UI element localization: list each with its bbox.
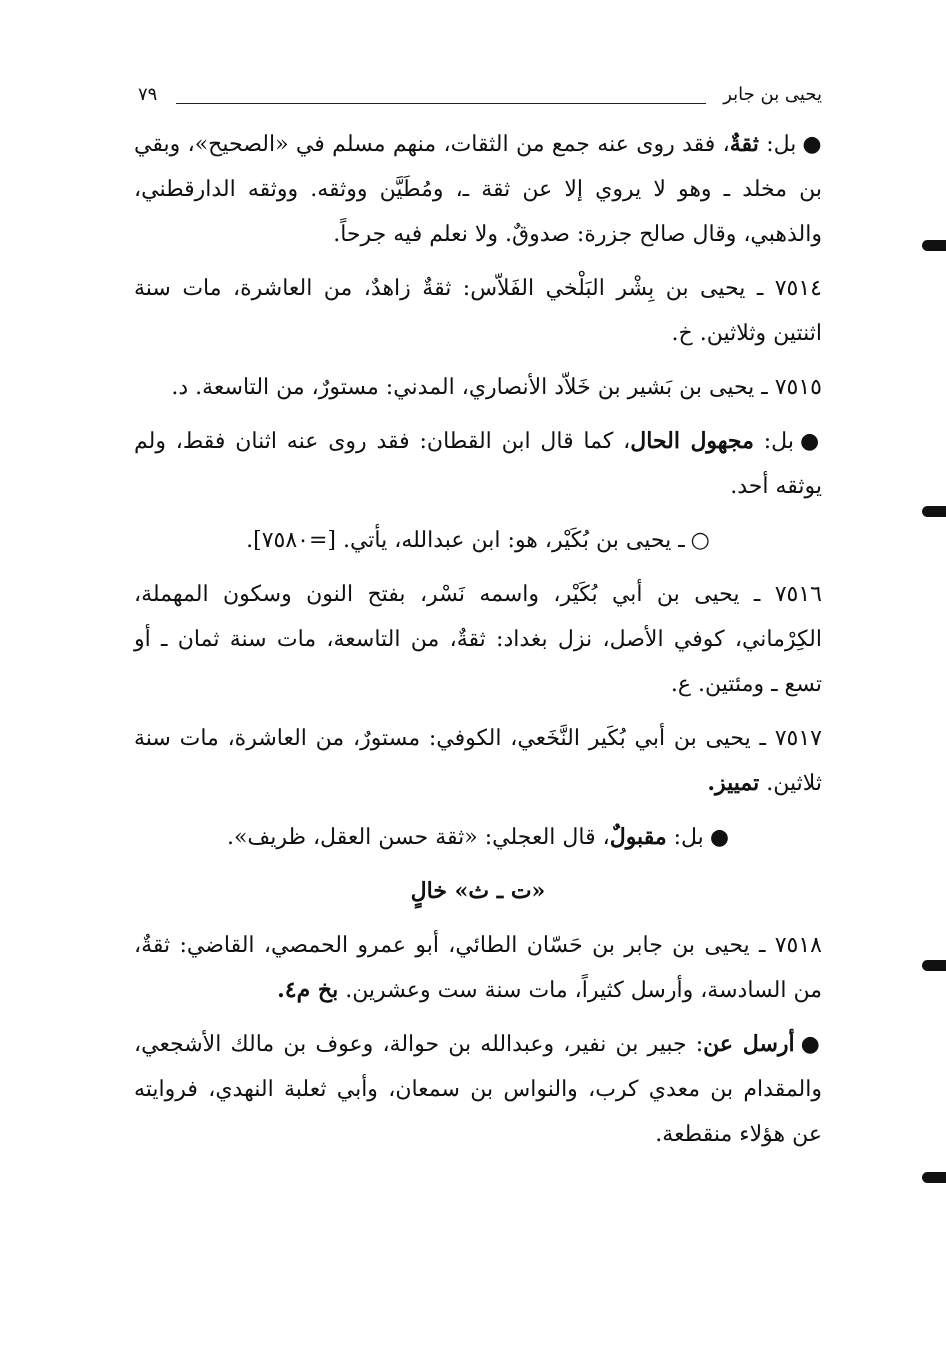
paragraph-bold: مقبولٌ	[609, 824, 667, 850]
section-heading: «ت ـ ث» خالٍ	[410, 878, 546, 904]
paragraph-text: ٧٥١٨ ـ يحيى بن جابر بن حَسّان الطائي، أبو عمرو الحمصي، القاضي: ثقةٌ، من السادسة، وأرسل كثيراً، مات سنة ست وعشرين.	[134, 933, 822, 1003]
filled-bullet-icon: ●	[709, 824, 730, 850]
paragraph-bold: أرسل عن	[703, 1031, 795, 1057]
edge-thumb-mark	[922, 240, 946, 251]
edge-thumb-mark	[922, 1172, 946, 1183]
paragraph-bold: ثقةٌ	[729, 131, 759, 157]
header-rule	[176, 103, 706, 104]
paragraph-bold-suffix: بخ م٤.	[277, 977, 339, 1003]
entry-7516	[134, 572, 822, 707]
paragraph-text: ٧٥١٤ ـ يحيى بن بِشْر البَلْخي الفَلاّس: ثقةٌ زاهدٌ، من العاشرة، مات سنة اثنتين وثلاثين. خ.	[134, 276, 822, 346]
paragraph-text: ٧٥١٧ ـ يحيى بن أبي بُكَير النَّخَعي، الكوفي: مستورٌ، من العاشرة، مات سنة ثلاثين.	[134, 726, 822, 796]
paragraph-prefix: بل:	[758, 132, 797, 157]
paragraph-8	[134, 815, 822, 860]
page-number: ٧٩	[138, 84, 158, 105]
edge-thumb-mark	[922, 960, 946, 971]
cross-reference	[134, 518, 822, 563]
paragraph-text: ، فقد روى عنه جمع من الثقات، منهم مسلم في «الصحيح»، وبقي بن مخلد ـ وهو لا يروي إلا عن ثقة ـ، ومُطَيَّن ووثقه. ووثقه الدارقطني، والذهبي، وقال صالح جزرة: صدوقٌ. ولا نعلم فيه جرحاً.	[134, 132, 822, 247]
filled-bullet-icon: ●	[799, 428, 822, 454]
page-body	[134, 122, 822, 1166]
entry-7517	[134, 716, 822, 806]
paragraph-text: ، كما قال ابن القطان: فقد روى عنه اثنان فقط، ولم يوثقه أحد.	[134, 429, 822, 499]
paragraph-text: ٧٥١٥ ـ يحيى بن بَشير بن خَلاّد الأنصاري، المدني: مستورٌ، من التاسعة. د.	[171, 375, 822, 400]
hollow-bullet-icon: ○	[690, 528, 710, 553]
paragraph-bold-suffix: تمييز.	[707, 770, 760, 796]
paragraph-text: : جبير بن نفير، وعبدالله بن حوالة، وعوف بن مالك الأشجعي، والمقدام بن معدي كرب، والنواس بن سمعان، وأبي ثعلبة النهدي، فروايته عن هؤلاء منقطعة.	[134, 1032, 822, 1147]
entry-7518	[134, 923, 822, 1013]
paragraph-4	[134, 419, 822, 509]
paragraph-prefix: بل:	[753, 429, 794, 454]
running-title: يحيى بن جابر	[723, 84, 822, 105]
paragraph-text: ٧٥١٦ ـ يحيى بن أبي بُكَيْر، واسمه نَسْر، بفتح النون وسكون المهملة، الكِرْماني، كوفي الأصل، نزل بغداد: ثقةٌ، من التاسعة، مات سنة ثمان ـ أو تسع ـ ومئتين. ع.	[134, 582, 822, 697]
filled-bullet-icon: ●	[800, 1031, 822, 1057]
paragraph-11	[134, 1022, 822, 1157]
filled-bullet-icon: ●	[802, 131, 822, 157]
paragraph-bold: مجهول الحال	[630, 428, 754, 454]
entry-7514	[134, 266, 822, 356]
entry-7515	[134, 365, 822, 410]
paragraph-text: ، قال العجلي: «ثقة حسن العقل، ظريف».	[226, 825, 610, 850]
paragraph-prefix: بل:	[666, 825, 704, 850]
page-header	[138, 84, 822, 114]
paragraph-1	[134, 122, 822, 257]
paragraph-text: ـ يحيى بن بُكَيْر، هو: ابن عبدالله، يأتي. [=٧٥٨٠].	[246, 528, 685, 553]
edge-thumb-mark	[922, 506, 946, 517]
